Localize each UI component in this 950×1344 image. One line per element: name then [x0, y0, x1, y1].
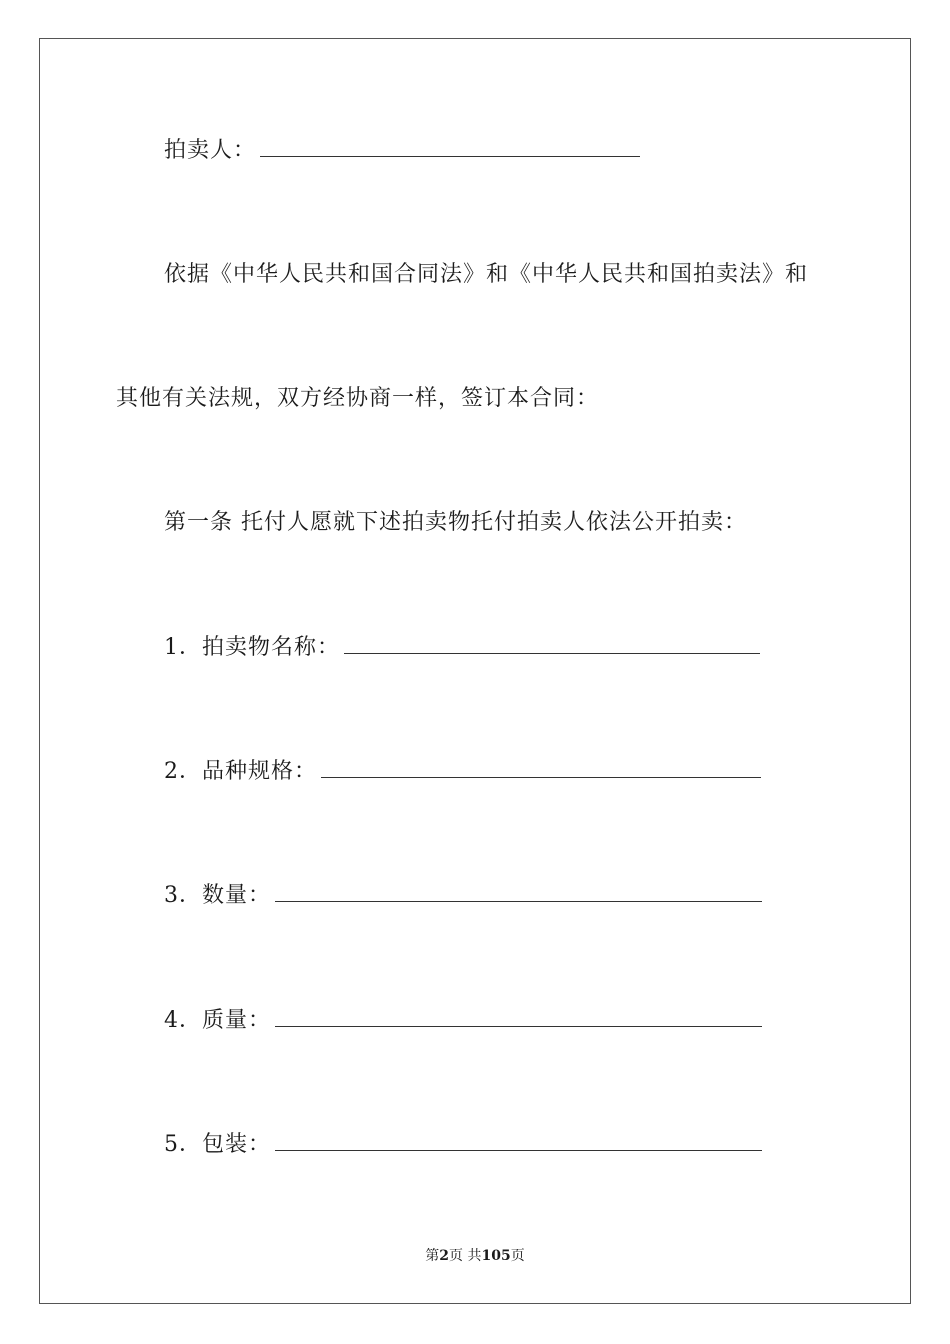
- quality-blank[interactable]: [275, 1006, 762, 1027]
- page-footer: [0, 1246, 950, 1266]
- footer-middle: 页 共: [449, 1248, 482, 1264]
- quantity-line: [164, 881, 762, 911]
- spec-blank[interactable]: [321, 757, 761, 778]
- quality-line: [164, 1006, 762, 1036]
- footer-current-page: 2: [439, 1248, 450, 1264]
- item-name-label: 1．拍卖物名称：: [164, 635, 340, 660]
- packaging-blank[interactable]: [275, 1130, 762, 1151]
- footer-total-pages: 105: [481, 1248, 511, 1264]
- packaging-line: [164, 1130, 762, 1160]
- page-frame: [39, 38, 911, 1304]
- article-one: 第一条 托付人愿就下述拍卖物托付拍卖人依法公开拍卖：: [164, 510, 747, 535]
- basis-paragraph-line-2: 其他有关法规，双方经协商一样，签订本合同：: [116, 386, 600, 411]
- auctioneer-label: 拍卖人：: [164, 138, 257, 163]
- spec-label: 2．品种规格：: [164, 759, 317, 784]
- auctioneer-line: [164, 136, 640, 166]
- quality-label: 4．质量：: [164, 1008, 271, 1033]
- basis-paragraph-line-1: 依据《中华人民共和国合同法》和《中华人民共和国拍卖法》和: [164, 262, 809, 287]
- packaging-label: 5．包装：: [164, 1132, 271, 1157]
- quantity-blank[interactable]: [275, 881, 762, 902]
- quantity-label: 3．数量：: [164, 883, 271, 908]
- spec-line: [164, 757, 761, 787]
- footer-prefix: 第: [425, 1248, 440, 1264]
- item-name-blank[interactable]: [344, 633, 760, 654]
- item-name-line: [164, 633, 760, 663]
- auctioneer-blank[interactable]: [260, 136, 640, 157]
- footer-suffix: 页: [510, 1248, 525, 1264]
